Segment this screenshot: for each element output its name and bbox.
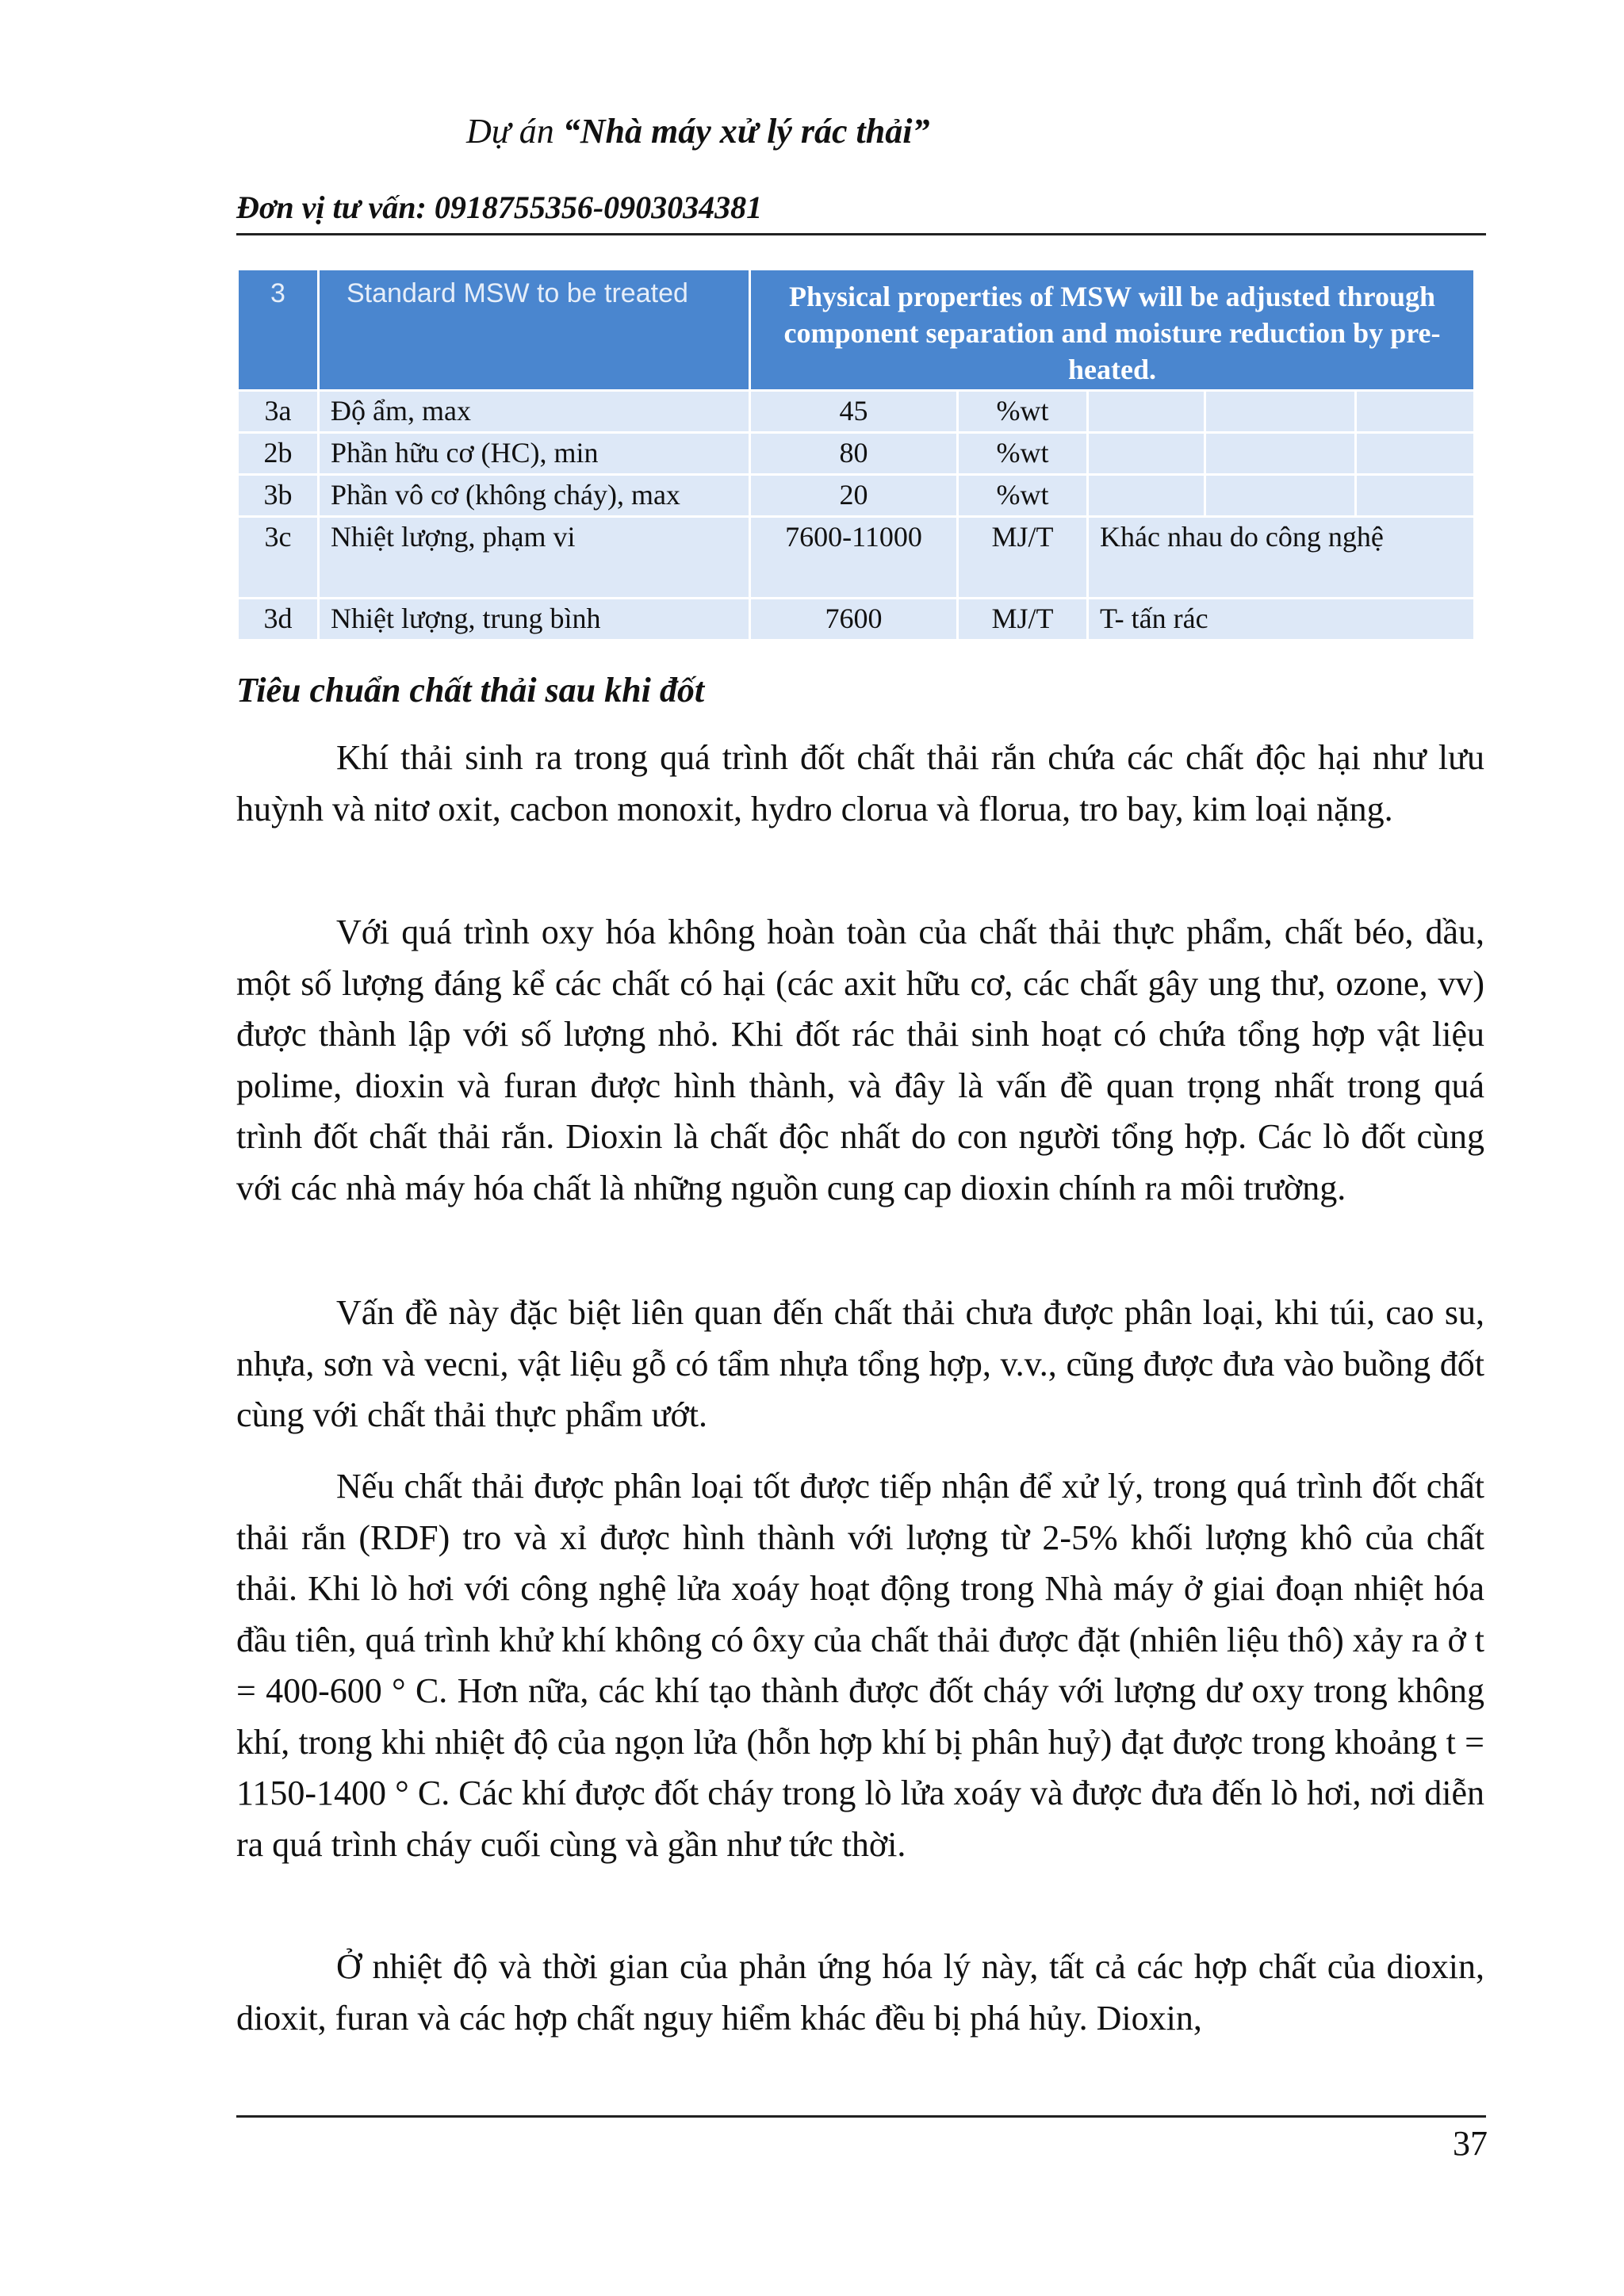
- table-header-number: 3: [238, 270, 319, 391]
- row-empty-cell: [1088, 433, 1205, 475]
- table-row: [238, 599, 1475, 641]
- row-name: Nhiệt lượng, phạm vi: [319, 517, 750, 599]
- row-id: 2b: [238, 433, 319, 475]
- row-name: Độ ẩm, max: [319, 391, 750, 433]
- header-project: [466, 111, 1069, 151]
- row-note: Khác nhau do công nghệ: [1088, 517, 1475, 599]
- paragraph-2: Với quá trình oxy hóa không hoàn toàn của chất thải thực phẩm, chất béo, dầu, một số lượng đáng kể các chất có hại (các axit hữu cơ, các chất gây ung thư, ozone, vv) được thành lập với số lượng nhỏ. Khi đốt rác thải sinh hoạt có chứa tổng hợp vật liệu polime, dioxin và furan được hình thành, và đây là vấn đề quan trọng nhất trong quá trình đốt chất thải rắn. Dioxin là chất độc nhất do con người tổng hợp. Các lò đốt cùng với các nhà máy hóa chất là những nguồn cung cap dioxin chính ra môi trường.: [236, 913, 1484, 1207]
- row-note: T- tấn rác: [1088, 599, 1475, 641]
- table-row: [238, 433, 1475, 475]
- table-row: [238, 517, 1475, 599]
- row-name: Phần hữu cơ (HC), min: [319, 433, 750, 475]
- page-number: 37: [1453, 2124, 1488, 2163]
- row-value: 7600: [750, 599, 958, 641]
- row-name: Nhiệt lượng, trung bình: [319, 599, 750, 641]
- paragraph-5: Ở nhiệt độ và thời gian của phản ứng hóa lý này, tất cả các hợp chất của dioxin, dioxit, furan và các hợp chất nguy hiểm khác đều bị phá hủy. Dioxin,: [236, 1947, 1484, 2038]
- row-empty-cell: [1205, 433, 1356, 475]
- row-empty-cell: [1088, 475, 1205, 517]
- row-unit: MJ/T: [958, 599, 1088, 641]
- section-title: Tiêu chuẩn chất thải sau khi đốt: [236, 671, 705, 710]
- row-id: 3c: [238, 517, 319, 599]
- row-empty-cell: [1205, 391, 1356, 433]
- row-value: 20: [750, 475, 958, 517]
- msw-standard-table: [236, 268, 1476, 641]
- header-project-prefix: Dự án: [466, 112, 563, 151]
- header-consultant: Đơn vị tư vấn: 0918755356-0903034381: [236, 189, 763, 225]
- row-unit: MJ/T: [958, 517, 1088, 599]
- table-header-description: Physical properties of MSW will be adjusted through component separation and moisture reduction by pre-heated.: [750, 270, 1475, 391]
- row-id: 3a: [238, 391, 319, 433]
- row-value: 45: [750, 391, 958, 433]
- row-empty-cell: [1356, 433, 1475, 475]
- row-empty-cell: [1356, 475, 1475, 517]
- table-header-label: Standard MSW to be treated: [319, 270, 750, 391]
- header-rule: [236, 233, 1486, 235]
- row-value: 80: [750, 433, 958, 475]
- row-value: 7600-11000: [750, 517, 958, 599]
- row-name: Phần vô cơ (không cháy), max: [319, 475, 750, 517]
- row-unit: %wt: [958, 475, 1088, 517]
- row-empty-cell: [1356, 391, 1475, 433]
- table-header-row: [238, 270, 1475, 391]
- row-id: 3b: [238, 475, 319, 517]
- row-unit: %wt: [958, 433, 1088, 475]
- paragraph-4: Nếu chất thải được phân loại tốt được tiếp nhận để xử lý, trong quá trình đốt chất thải rắn (RDF) tro và xỉ được hình thành với lượng từ 2-5% khối lượng khô của chất thải. Khi lò hơi với công nghệ lửa xoáy hoạt động trong Nhà máy ở giai đoạn nhiệt hóa đầu tiên, quá trình khử khí không có ôxy của chất thải được đặt (nhiên liệu thô) xảy ra ở t = 400-600 ° C. Hơn nữa, các khí tạo thành được đốt cháy với lượng dư oxy trong không khí, trong khi nhiệt độ của ngọn lửa (hỗn hợp khí bị phân huỷ) đạt được trong khoảng t = 1150-1400 ° C. Các khí được đốt cháy trong lò lửa xoáy và được đưa đến lò hơi, nơi diễn ra quá trình cháy cuối cùng và gần như tức thời.: [236, 1467, 1484, 1864]
- row-unit: %wt: [958, 391, 1088, 433]
- paragraph-1: Khí thải sinh ra trong quá trình đốt chất thải rắn chứa các chất độc hại như lưu huỳnh và nitơ oxit, cacbon monoxit, hydro clorua và florua, tro bay, kim loại nặng.: [236, 738, 1484, 828]
- row-id: 3d: [238, 599, 319, 641]
- row-empty-cell: [1088, 391, 1205, 433]
- paragraph-3: Vấn đề này đặc biệt liên quan đến chất thải chưa được phân loại, khi túi, cao su, nhựa, sơn và vecni, vật liệu gỗ có tẩm nhựa tổng hợp, v.v., cũng được đưa vào buồng đốt cùng với chất thải thực phẩm ướt.: [236, 1293, 1484, 1434]
- table-row: [238, 391, 1475, 433]
- table-row: [238, 475, 1475, 517]
- row-empty-cell: [1205, 475, 1356, 517]
- footer-rule: [236, 2115, 1486, 2118]
- header-project-name: “Nhà máy xử lý rác thải”: [562, 112, 930, 151]
